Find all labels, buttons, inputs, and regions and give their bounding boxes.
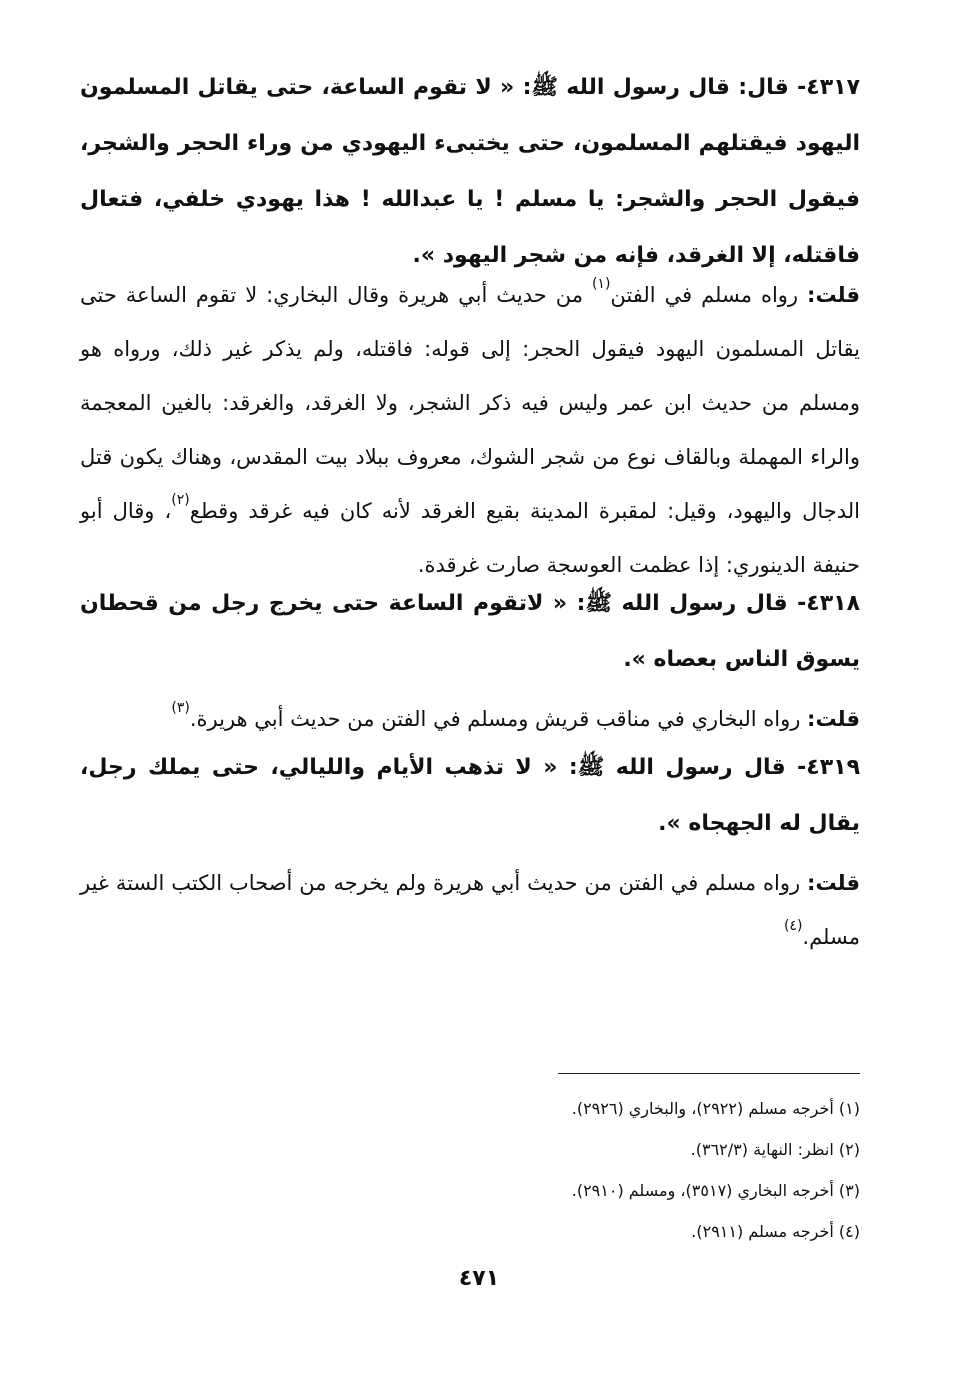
commentary-4318 <box>80 692 860 746</box>
footnote-ref[interactable]: (٣) <box>171 700 190 716</box>
footnote-2: (٢) انظر: النهاية (٣٦٢/٣). <box>690 1140 860 1159</box>
commentary-lead: قلت: <box>807 871 860 895</box>
commentary-lead: قلت: <box>807 283 860 307</box>
commentary-text: من حديث أبي هريرة وقال البخاري: لا تقوم الساعة حتى يقاتل المسلمون اليهود فيقول الحجر: إلى قوله: فاقتله، ولم يذكر غير ذلك، ورواه هو ومسلم من حديث ابن عمر وليس فيه ذكر الشجر، ولا الغرقد، والغرقد: بالغين المعجمة والراء المهملة وبالقاف نوع من شجر الشوك، معروف ببلاد بيت المقدس، وهناك يكون قتل الدجال واليهود، وقيل: لمقبرة المدينة بقيع الغرقد لأنه كان فيه غرقد وقطع <box>80 283 860 523</box>
commentary-text: رواه مسلم في الفتن <box>610 283 808 307</box>
page-number: ٤٧١ <box>458 1266 500 1291</box>
commentary-text: ، وقال أبو حنيفة الدينوري: إذا عظمت العوسجة صارت غرقدة. <box>80 499 860 577</box>
footnote-4: (٤) أخرجه مسلم (٢٩١١). <box>691 1222 860 1241</box>
footnote-ref[interactable]: (١) <box>591 276 611 292</box>
hadith-4318: ٤٣١٨- قال رسول الله ﷺ: « لاتقوم الساعة حتى يخرج رجل من قحطان يسوق الناس بعصاه ». <box>80 591 860 672</box>
hadith-4317: ٤٣١٧- قال: قال رسول الله ﷺ: « لا تقوم الساعة، حتى يقاتل المسلمون اليهود فيقتلهم المسلمون، حتى يختبىء اليهودي من وراء الحجر والشجر، فيقول الحجر والشجر: يا مسلم ! يا عبدالله ! هذا يهودي خلفي، فتعال فاقتله، إلا الغرقد، فإنه من شجر اليهود ». <box>80 75 860 268</box>
commentary-lead: قلت: <box>807 707 860 731</box>
commentary-text: رواه مسلم في الفتن من حديث أبي هريرة ولم يخرجه من أصحاب الكتب الستة غير مسلم. <box>80 871 860 949</box>
footnote-ref[interactable]: (٤) <box>783 918 803 934</box>
footnote-divider <box>558 1073 860 1074</box>
footnote-3: (٣) أخرجه البخاري (٣٥١٧)، ومسلم (٢٩١٠). <box>571 1181 860 1200</box>
footnote-ref[interactable]: (٢) <box>171 492 190 508</box>
commentary-text: رواه البخاري في مناقب قريش ومسلم في الفتن من حديث أبي هريرة. <box>189 707 808 731</box>
footnotes <box>400 1088 860 1252</box>
footnote-1: (١) أخرجه مسلم (٢٩٢٢)، والبخاري (٢٩٢٦). <box>571 1099 860 1118</box>
commentary-4319 <box>80 856 860 964</box>
commentary-4317 <box>80 268 860 592</box>
hadith-4319: ٤٣١٩- قال رسول الله ﷺ: « لا تذهب الأيام والليالي، حتى يملك رجل، يقال له الجهجاه ». <box>80 755 860 836</box>
